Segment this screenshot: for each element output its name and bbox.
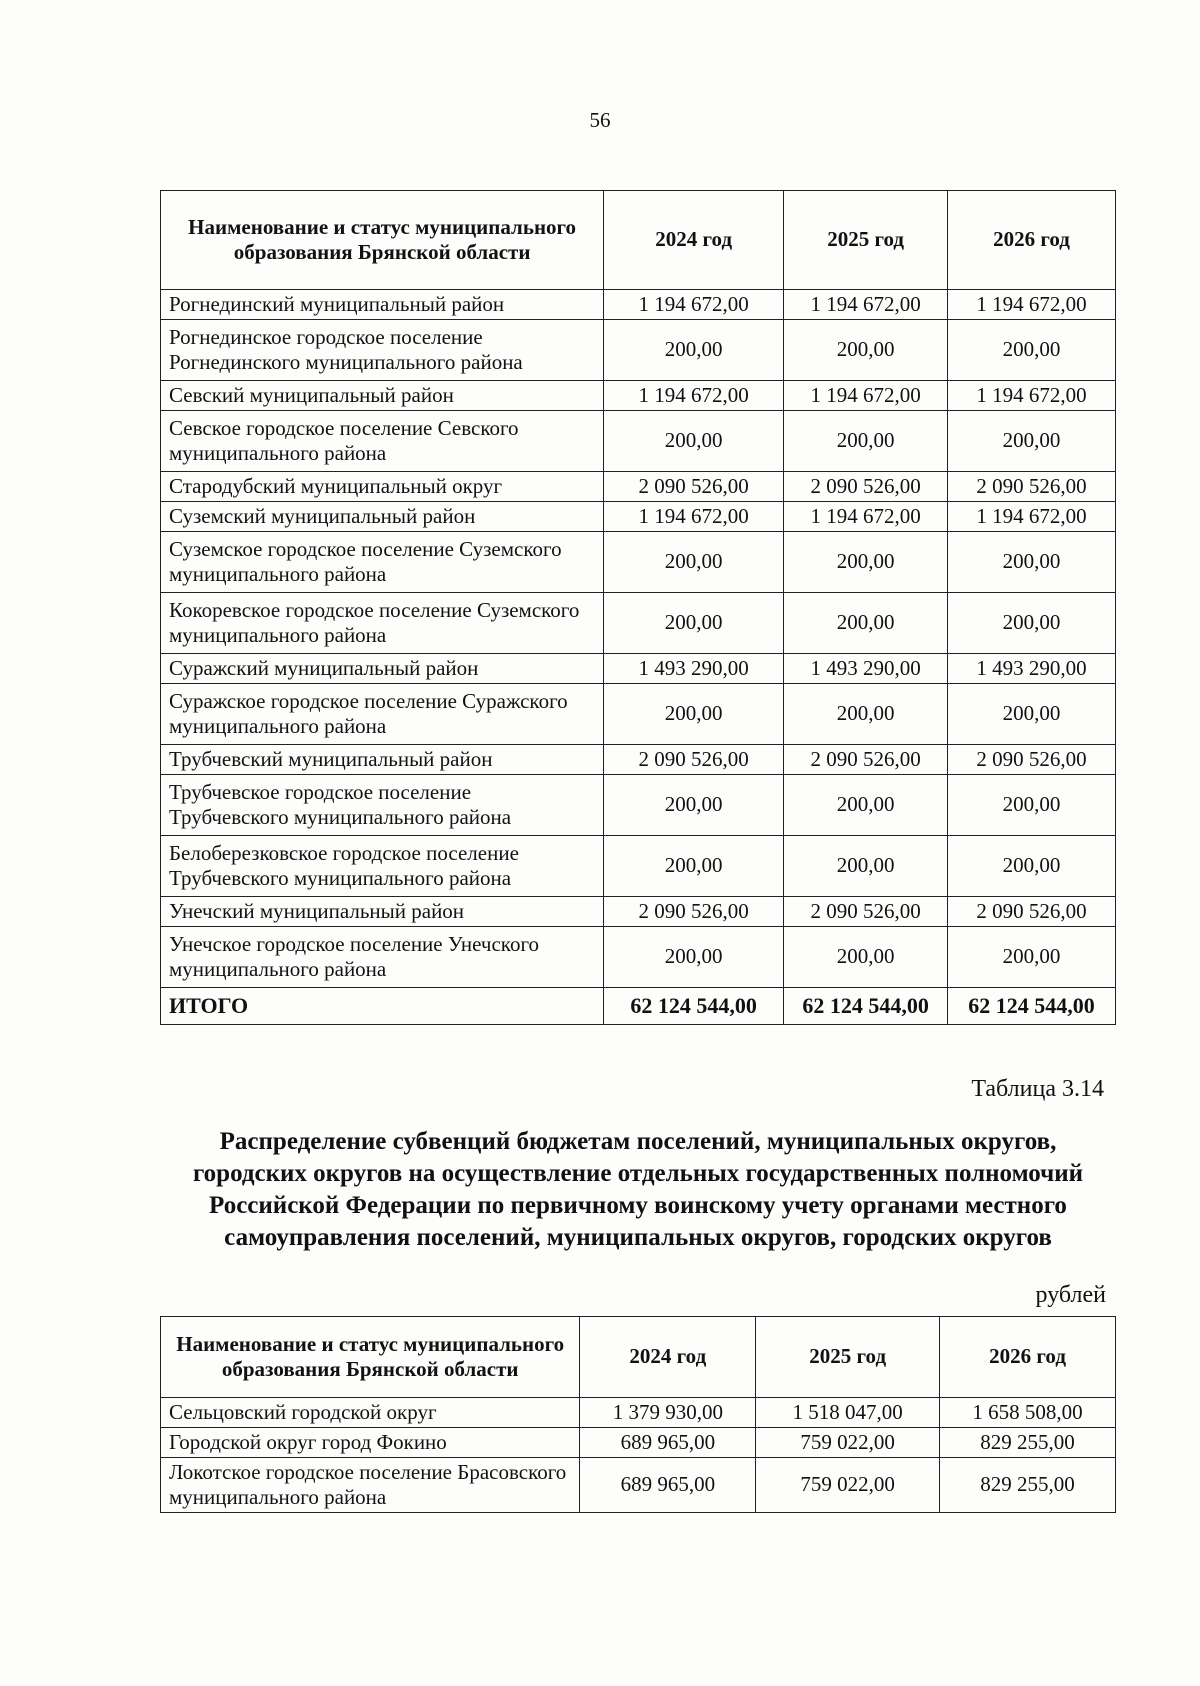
value-2024-cell: 200,00 — [604, 593, 784, 654]
total-2025-cell: 62 124 544,00 — [784, 988, 948, 1025]
value-2026-cell: 200,00 — [948, 836, 1116, 897]
value-2026-cell: 829 255,00 — [940, 1458, 1116, 1513]
header-2026: 2026 год — [940, 1317, 1116, 1398]
table-row — [161, 654, 1116, 684]
table-row — [161, 1458, 1116, 1513]
page-number: 56 — [589, 108, 611, 132]
table-row — [161, 472, 1116, 502]
value-2026-cell: 200,00 — [948, 411, 1116, 472]
table-row — [161, 593, 1116, 654]
value-2026-cell: 2 090 526,00 — [948, 745, 1116, 775]
value-2026-cell: 200,00 — [948, 927, 1116, 988]
value-2025-cell: 759 022,00 — [756, 1458, 940, 1513]
header-2025: 2025 год — [784, 191, 948, 290]
value-2024-cell: 200,00 — [604, 684, 784, 745]
value-2025-cell: 200,00 — [784, 411, 948, 472]
municipality-name-cell: Суземское городское поселение Суземского муниципального района — [161, 532, 604, 593]
value-2025-cell: 1 518 047,00 — [756, 1398, 940, 1428]
value-2025-cell: 200,00 — [784, 927, 948, 988]
value-2024-cell: 689 965,00 — [580, 1458, 756, 1513]
table-header-row — [161, 1317, 1116, 1398]
table-row — [161, 320, 1116, 381]
municipality-name-cell: Трубчевское городское поселение Трубчевского муниципального района — [161, 775, 604, 836]
section-title: Распределение субвенций бюджетам поселений, муниципальных округов, городских округов на осуществление отдельных государственных полномочий Российской Федерации по первичному воинскому учету органами местного самоуправления поселений, муниципальных округов, городских округов — [192, 1128, 1084, 1251]
value-2026-cell: 1 194 672,00 — [948, 502, 1116, 532]
header-municipality: Наименование и статус муниципального образования Брянской области — [161, 191, 604, 290]
table-row — [161, 532, 1116, 593]
table-row — [161, 745, 1116, 775]
table-row — [161, 411, 1116, 472]
municipality-name-cell: Белоберезковское городское поселение Трубчевского муниципального района — [161, 836, 604, 897]
table-row — [161, 927, 1116, 988]
value-2026-cell: 1 194 672,00 — [948, 290, 1116, 320]
municipality-name-cell: Рогнединское городское поселение Рогнединского муниципального района — [161, 320, 604, 381]
municipality-name-cell: Стародубский муниципальный округ — [161, 472, 604, 502]
municipality-name-cell: Сельцовский городской округ — [161, 1398, 580, 1428]
total-label-cell: ИТОГО — [161, 988, 604, 1025]
value-2024-cell: 1 194 672,00 — [604, 290, 784, 320]
table-row — [161, 775, 1116, 836]
municipality-name-cell: Севский муниципальный район — [161, 381, 604, 411]
municipality-name-cell: Севское городское поселение Севского муниципального района — [161, 411, 604, 472]
value-2026-cell: 200,00 — [948, 532, 1116, 593]
table-row — [161, 1428, 1116, 1458]
value-2026-cell: 2 090 526,00 — [948, 897, 1116, 927]
value-2024-cell: 200,00 — [604, 532, 784, 593]
value-2025-cell: 200,00 — [784, 775, 948, 836]
value-2024-cell: 2 090 526,00 — [604, 745, 784, 775]
value-2024-cell: 200,00 — [604, 411, 784, 472]
value-2025-cell: 759 022,00 — [756, 1428, 940, 1458]
units-label: рублей — [1035, 1282, 1106, 1308]
value-2025-cell: 200,00 — [784, 320, 948, 381]
value-2024-cell: 200,00 — [604, 927, 784, 988]
table-row — [161, 836, 1116, 897]
value-2026-cell: 1 658 508,00 — [940, 1398, 1116, 1428]
allocation-table-continued — [160, 190, 1116, 1025]
total-row — [161, 988, 1116, 1025]
municipality-name-cell: Рогнединский муниципальный район — [161, 290, 604, 320]
value-2026-cell: 1 194 672,00 — [948, 381, 1116, 411]
value-2025-cell: 1 194 672,00 — [784, 381, 948, 411]
municipality-name-cell: Суземский муниципальный район — [161, 502, 604, 532]
value-2026-cell: 200,00 — [948, 775, 1116, 836]
table-row — [161, 1398, 1116, 1428]
table-row — [161, 290, 1116, 320]
value-2024-cell: 1 194 672,00 — [604, 381, 784, 411]
value-2026-cell: 200,00 — [948, 320, 1116, 381]
value-2024-cell: 1 379 930,00 — [580, 1398, 756, 1428]
value-2024-cell: 689 965,00 — [580, 1428, 756, 1458]
municipality-name-cell: Унечский муниципальный район — [161, 897, 604, 927]
value-2026-cell: 200,00 — [948, 684, 1116, 745]
value-2026-cell: 1 493 290,00 — [948, 654, 1116, 684]
value-2025-cell: 200,00 — [784, 836, 948, 897]
table-row — [161, 502, 1116, 532]
value-2025-cell: 200,00 — [784, 532, 948, 593]
header-2026: 2026 год — [948, 191, 1116, 290]
header-municipality: Наименование и статус муниципального образования Брянской области — [161, 1317, 580, 1398]
value-2025-cell: 200,00 — [784, 593, 948, 654]
header-2025: 2025 год — [756, 1317, 940, 1398]
value-2025-cell: 2 090 526,00 — [784, 897, 948, 927]
table-row — [161, 897, 1116, 927]
value-2025-cell: 2 090 526,00 — [784, 472, 948, 502]
table-header-row — [161, 191, 1116, 290]
value-2025-cell: 200,00 — [784, 684, 948, 745]
military-registration-subvention-table — [160, 1316, 1116, 1513]
value-2025-cell: 1 194 672,00 — [784, 502, 948, 532]
value-2024-cell: 2 090 526,00 — [604, 897, 784, 927]
municipality-name-cell: Кокоревское городское поселение Суземского муниципального района — [161, 593, 604, 654]
table-number-label: Таблица 3.14 — [971, 1076, 1104, 1102]
table-row — [161, 684, 1116, 745]
municipality-name-cell: Унечское городское поселение Унечского муниципального района — [161, 927, 604, 988]
table-row — [161, 381, 1116, 411]
value-2024-cell: 200,00 — [604, 320, 784, 381]
header-2024: 2024 год — [604, 191, 784, 290]
value-2026-cell: 200,00 — [948, 593, 1116, 654]
value-2026-cell: 829 255,00 — [940, 1428, 1116, 1458]
header-2024: 2024 год — [580, 1317, 756, 1398]
value-2024-cell: 1 194 672,00 — [604, 502, 784, 532]
value-2026-cell: 2 090 526,00 — [948, 472, 1116, 502]
value-2024-cell: 2 090 526,00 — [604, 472, 784, 502]
value-2024-cell: 1 493 290,00 — [604, 654, 784, 684]
municipality-name-cell: Суражский муниципальный район — [161, 654, 604, 684]
municipality-name-cell: Городской округ город Фокино — [161, 1428, 580, 1458]
total-2024-cell: 62 124 544,00 — [604, 988, 784, 1025]
value-2025-cell: 1 493 290,00 — [784, 654, 948, 684]
total-2026-cell: 62 124 544,00 — [948, 988, 1116, 1025]
value-2025-cell: 1 194 672,00 — [784, 290, 948, 320]
municipality-name-cell: Трубчевский муниципальный район — [161, 745, 604, 775]
value-2024-cell: 200,00 — [604, 775, 784, 836]
value-2025-cell: 2 090 526,00 — [784, 745, 948, 775]
municipality-name-cell: Локотское городское поселение Брасовского муниципального района — [161, 1458, 580, 1513]
value-2024-cell: 200,00 — [604, 836, 784, 897]
municipality-name-cell: Суражское городское поселение Суражского муниципального района — [161, 684, 604, 745]
